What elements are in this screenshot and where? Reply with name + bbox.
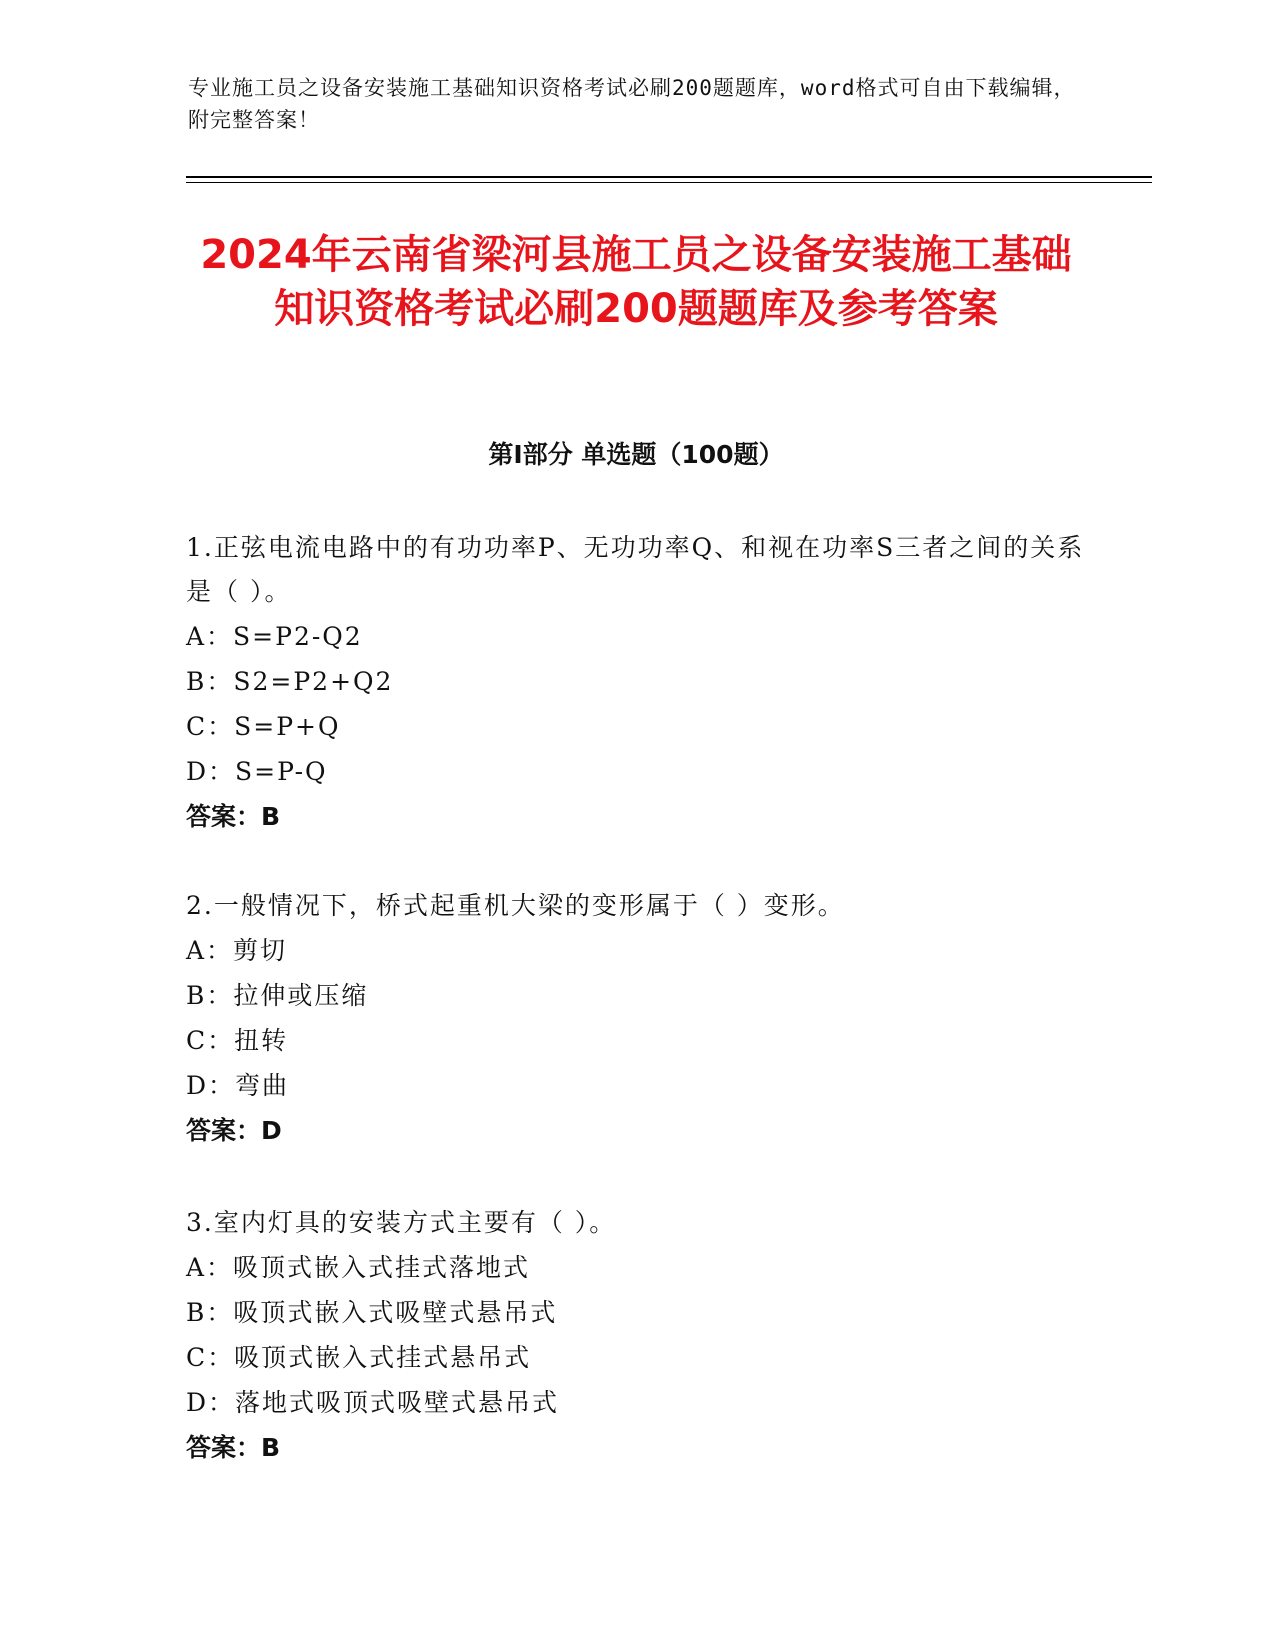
option-d: D：落地式吸顶式吸壁式悬吊式 [186, 1388, 560, 1417]
option-c: C：吸顶式嵌入式挂式悬吊式 [186, 1343, 532, 1372]
option-a: A：S=P2-Q2 [186, 622, 363, 651]
question-text: 2.一般情况下，桥式起重机大梁的变形属于（ ）变形。 [186, 891, 845, 920]
question-1 [186, 526, 1086, 840]
header-note: 专业施工员之设备安装施工基础知识资格考试必刷200题题库，word格式可自由下载编辑，附完整答案！ [188, 76, 1076, 132]
answer-line: 答案：B [186, 802, 281, 831]
option-b: B：拉伸或压缩 [186, 981, 369, 1010]
question-text: 1.正弦电流电路中的有功功率P、无功功率Q、和视在功率S三者之间的关系是（ ）。 [186, 533, 1085, 606]
option-d: D：弯曲 [186, 1071, 290, 1100]
answer-line: 答案：B [186, 1433, 281, 1462]
option-c: C：S=P+Q [186, 712, 341, 741]
header-divider-thin [186, 182, 1152, 183]
option-d: D：S=P-Q [186, 757, 328, 786]
option-a: A：吸顶式嵌入式挂式落地式 [186, 1253, 531, 1282]
answer-line: 答案：D [186, 1116, 282, 1145]
header-divider-thick [186, 176, 1152, 178]
option-a: A：剪切 [186, 936, 288, 965]
option-b: B：吸顶式嵌入式吸壁式悬吊式 [186, 1298, 558, 1327]
option-c: C：扭转 [186, 1026, 289, 1055]
option-b: B：S2=P2+Q2 [186, 667, 394, 696]
question-text: 3.室内灯具的安装方式主要有（ ）。 [186, 1208, 617, 1237]
question-3 [186, 1201, 1086, 1471]
question-2 [186, 884, 1086, 1154]
document-title: 2024年云南省梁河县施工员之设备安装施工基础知识资格考试必刷200题题库及参考答案 [200, 232, 1072, 332]
section-heading: 第I部分 单选题（100题） [488, 440, 784, 469]
